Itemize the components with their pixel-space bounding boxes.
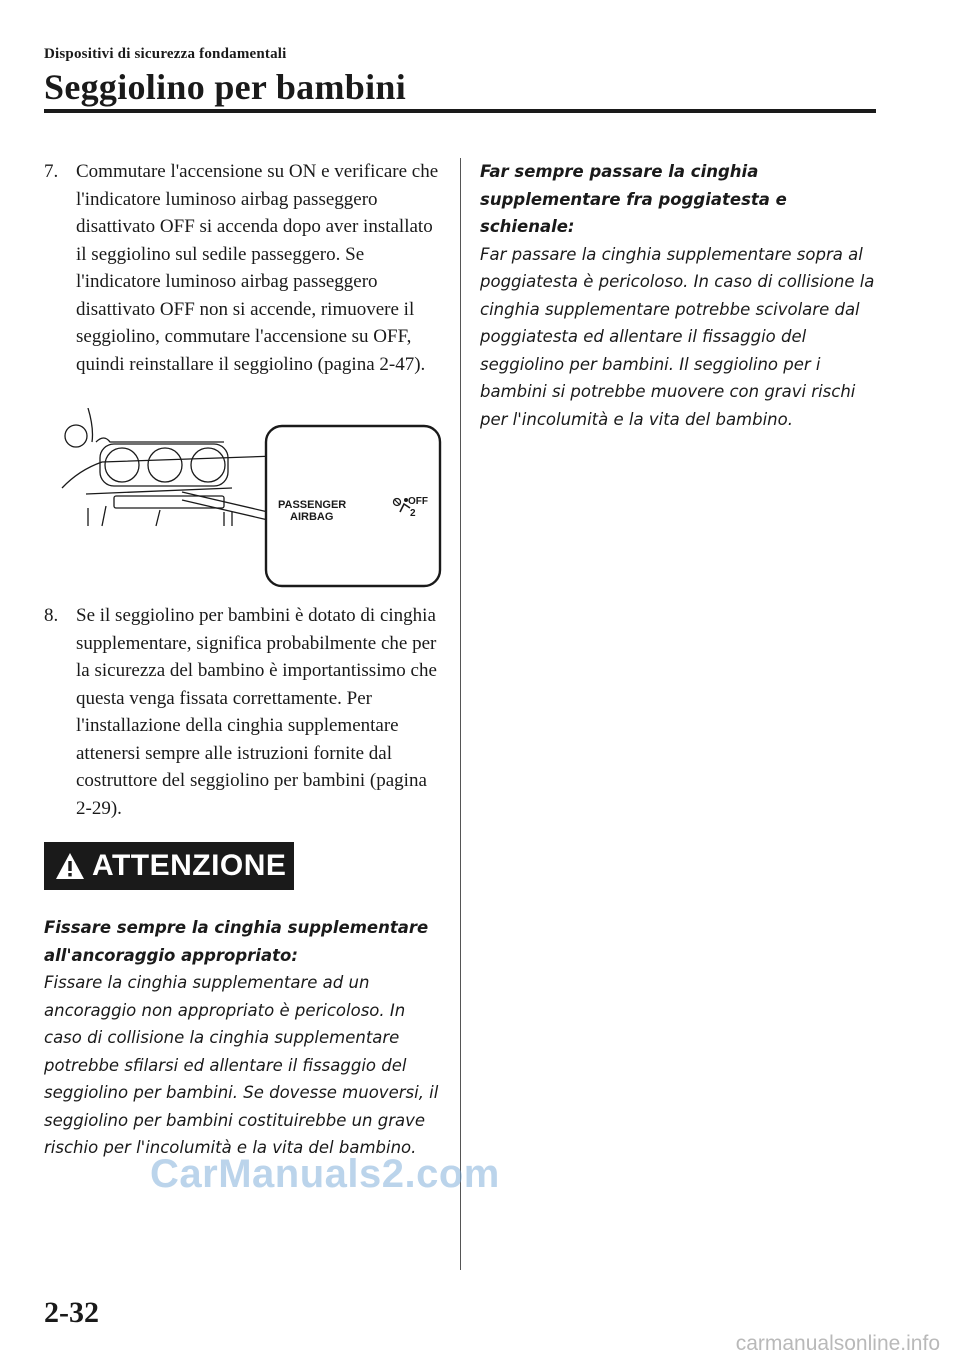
header-rule — [44, 109, 876, 113]
step-7 — [44, 158, 444, 378]
watermark: CarManuals2.com — [150, 1152, 500, 1196]
airbag-indicator-figure — [44, 408, 444, 588]
warning-text-left — [44, 914, 444, 1162]
figure-label-passenger: PASSENGER — [278, 499, 347, 511]
warning-badge — [44, 842, 294, 890]
warning-body: Far passare la cinghia supplementare sopra al poggiatesta è pericoloso. In caso di collisione la cinghia supplementare potrebbe scivolare dal poggiatesta ed allentare il fissaggio del seggiolino per bambini. Il seggiolino per i bambini si potrebbe muovere con gravi rischi per l'incolumità e la vita del bambino. — [480, 244, 875, 429]
right-column — [480, 158, 880, 433]
figure-indicator-digit: 2 — [410, 508, 416, 519]
warning-heading: Far sempre passare la cinghia supplementare fra poggiatesta e schienale: — [480, 162, 787, 236]
dashboard-illustration — [44, 408, 444, 588]
figure-indicator-off: OFF — [408, 496, 428, 507]
step-number: 7. — [44, 161, 59, 182]
warning-text-right — [480, 158, 880, 433]
footer-site-link[interactable]: carmanualsonline.info — [735, 1332, 940, 1355]
warning-heading: Fissare sempre la cinghia supplementare all'ancoraggio appropriato: — [44, 918, 429, 965]
step-number: 8. — [44, 605, 59, 626]
step-8 — [44, 602, 444, 822]
step-text: Se il seggiolino per bambini è dotato di cinghia supplementare, significa probabilmente che per la sicurezza del bambino è importantissimo che questa venga fissata correttamente. Per l'installazione della cinghia supplementare attenersi sempre alle istruzioni fornite dal costruttore del seggiolino per bambini (pagina 2-29). — [76, 605, 437, 819]
left-column — [44, 158, 444, 1162]
figure-label-airbag: AIRBAG — [290, 511, 334, 523]
step-text: Commutare l'accensione su ON e verificare che l'indicatore luminoso airbag passeggero disattivato OFF si accenda dopo aver installato il seggiolino sul sedile passeggero. Se l'indicatore luminoso airbag passeggero disattivato OFF non si accende, rimuovere il seggiolino, commutare l'accensione su OFF, quindi reinstallare il seggiolino (pagina 2-47). — [76, 161, 439, 375]
warning-body: Fissare la cinghia supplementare ad un ancoraggio non appropriato è pericoloso. In caso di collisione la cinghia supplementare potrebbe sfilarsi ed allentare il fissaggio del seggiolino per bambini. Se dovesse muoversi, il seggiolino per bambini costituirebbe un grave rischio per l'incolumità e la vita del bambino. — [44, 973, 439, 1157]
page-title: Seggiolino per bambini — [44, 67, 407, 107]
warning-triangle-icon — [54, 851, 86, 881]
warning-badge-label: ATTENZIONE — [92, 849, 287, 882]
section-label: Dispositivi di sicurezza fondamentali — [44, 46, 287, 62]
column-divider — [460, 158, 461, 1270]
page-number: 2-32 — [44, 1296, 99, 1329]
